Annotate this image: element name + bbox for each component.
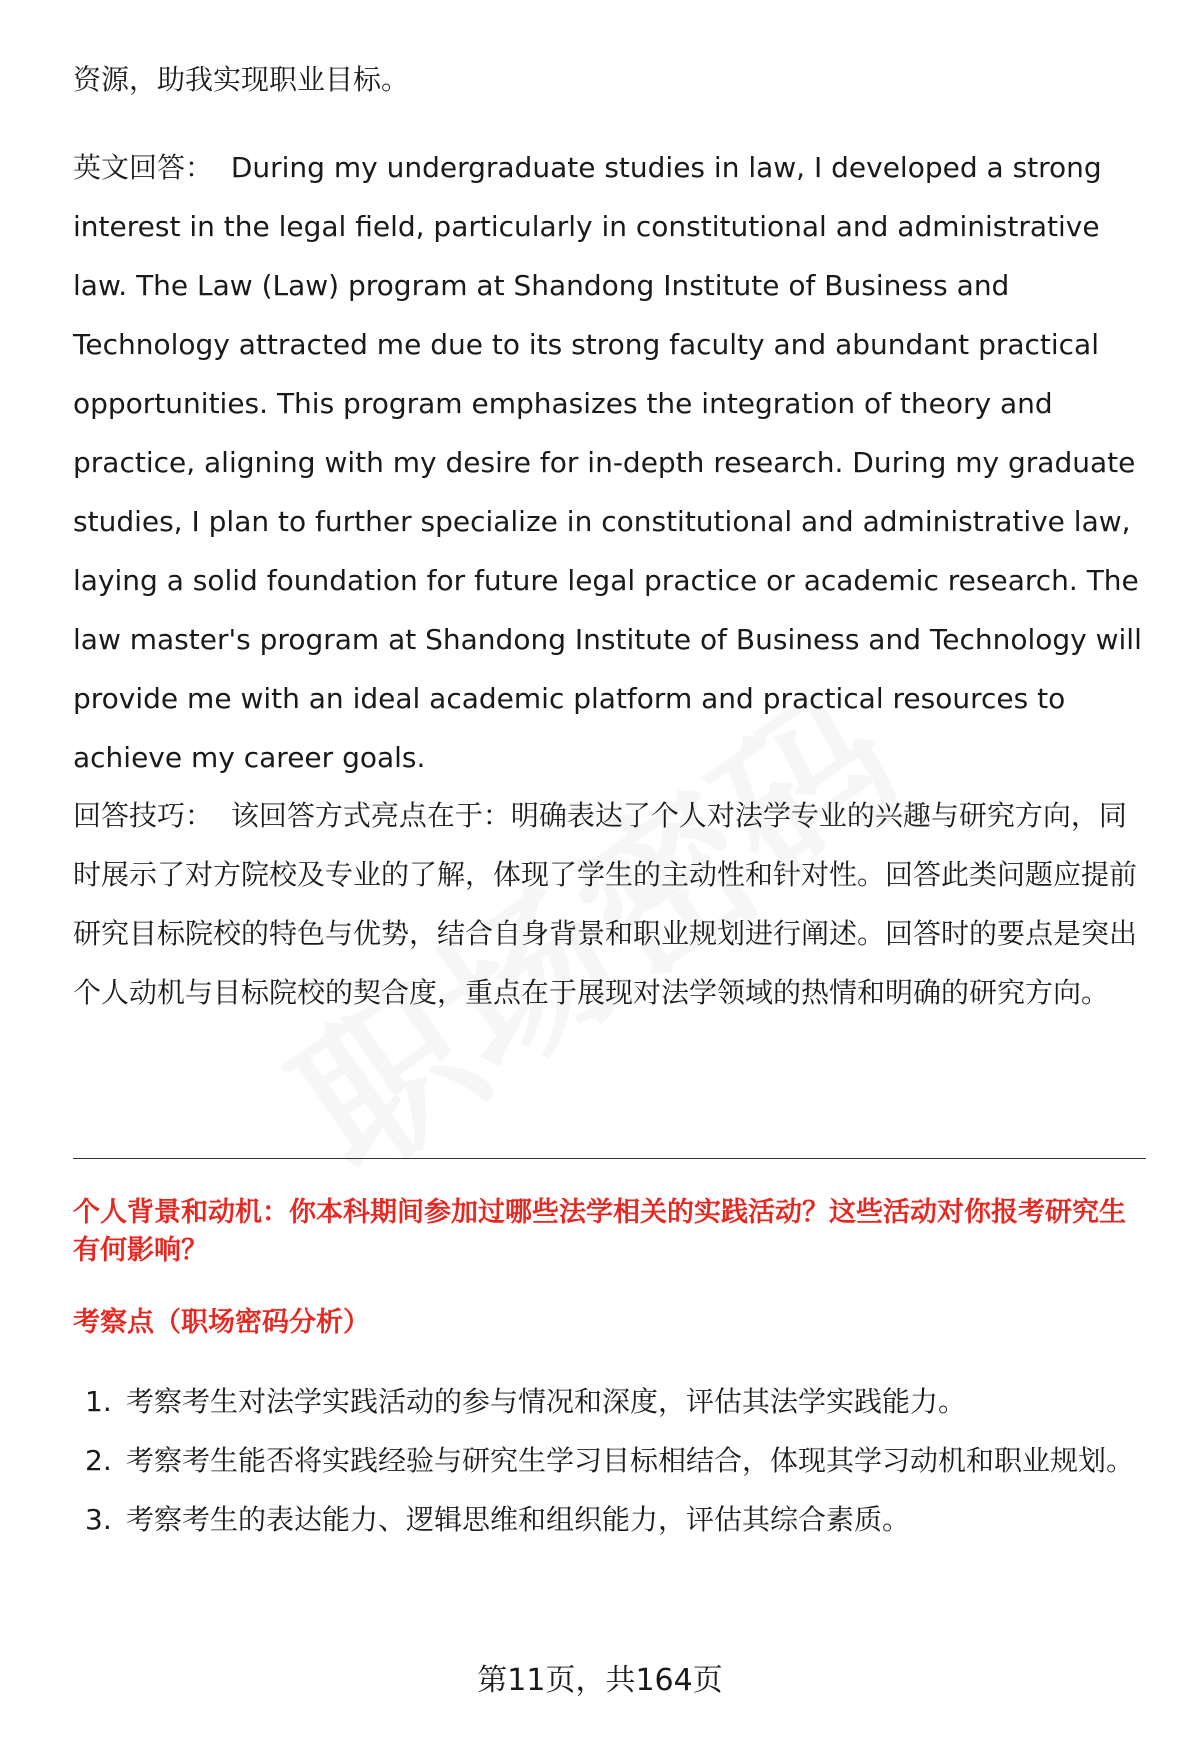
tips-text: 该回答方式亮点在于：明确表达了个人对法学专业的兴趣与研究方向，同时展示了对方院校及专业的了解，体现了学生的主动性和针对性。回答此类问题应提前研究目标院校的特色与优势，结合自身背景和职业规划进行阐述。回答时的要点是突出个人动机与目标院校的契合度，重点在于展现对法学领域的热情和明确的研究方向。 [73,799,1138,1009]
english-answer [73,138,1148,787]
question-heading: 个人背景和动机：你本科期间参加过哪些法学相关的实践活动？这些活动对你报考研究生有何影响？ [73,1197,1126,1266]
list-item [73,1490,1148,1549]
item-number: 3. [85,1503,112,1536]
list-item [73,1431,1148,1490]
intro-tail-text: 资源，助我实现职业目标。 [73,63,410,96]
item-text: 考察考生对法学实践活动的参与情况和深度，评估其法学实践能力。 [126,1385,967,1418]
english-answer-text: During my undergraduate studies in law, I developed a strong interest in the legal field, particularly in constitutional and administrative law. The Law (Law) program at Shandong Institute of Business and Technology attracted me due to its strong faculty and abundant practical opportunities. This program emphasizes the integration of theory and practice, aligning with my desire for in-depth research. During my graduate studies, I plan to further specialize in constitutional and administrative law, laying a solid foundation for future legal practice or academic research. The law master's program at Shandong Institute of Business and Technology will provide me with an ideal academic platform and practical resources to achieve my career goals. [73,151,1142,774]
tips-label: 回答技巧： [73,799,214,832]
page-footer: 第11页，共164页 [477,1663,723,1698]
answer-tips [73,786,1148,1022]
divider [73,1158,1146,1159]
item-text: 考察考生的表达能力、逻辑思维和组织能力，评估其综合素质。 [126,1503,911,1536]
english-answer-label: 英文回答： [73,151,214,184]
item-text: 考察考生能否将实践经验与研究生学习目标相结合，体现其学习动机和职业规划。 [126,1444,1135,1477]
section-title: 考察点（职场密码分析） [73,1307,370,1338]
list-item [73,1372,1148,1431]
assessment-points-list [73,1372,1148,1549]
item-number: 2. [85,1444,112,1477]
item-number: 1. [85,1385,112,1418]
